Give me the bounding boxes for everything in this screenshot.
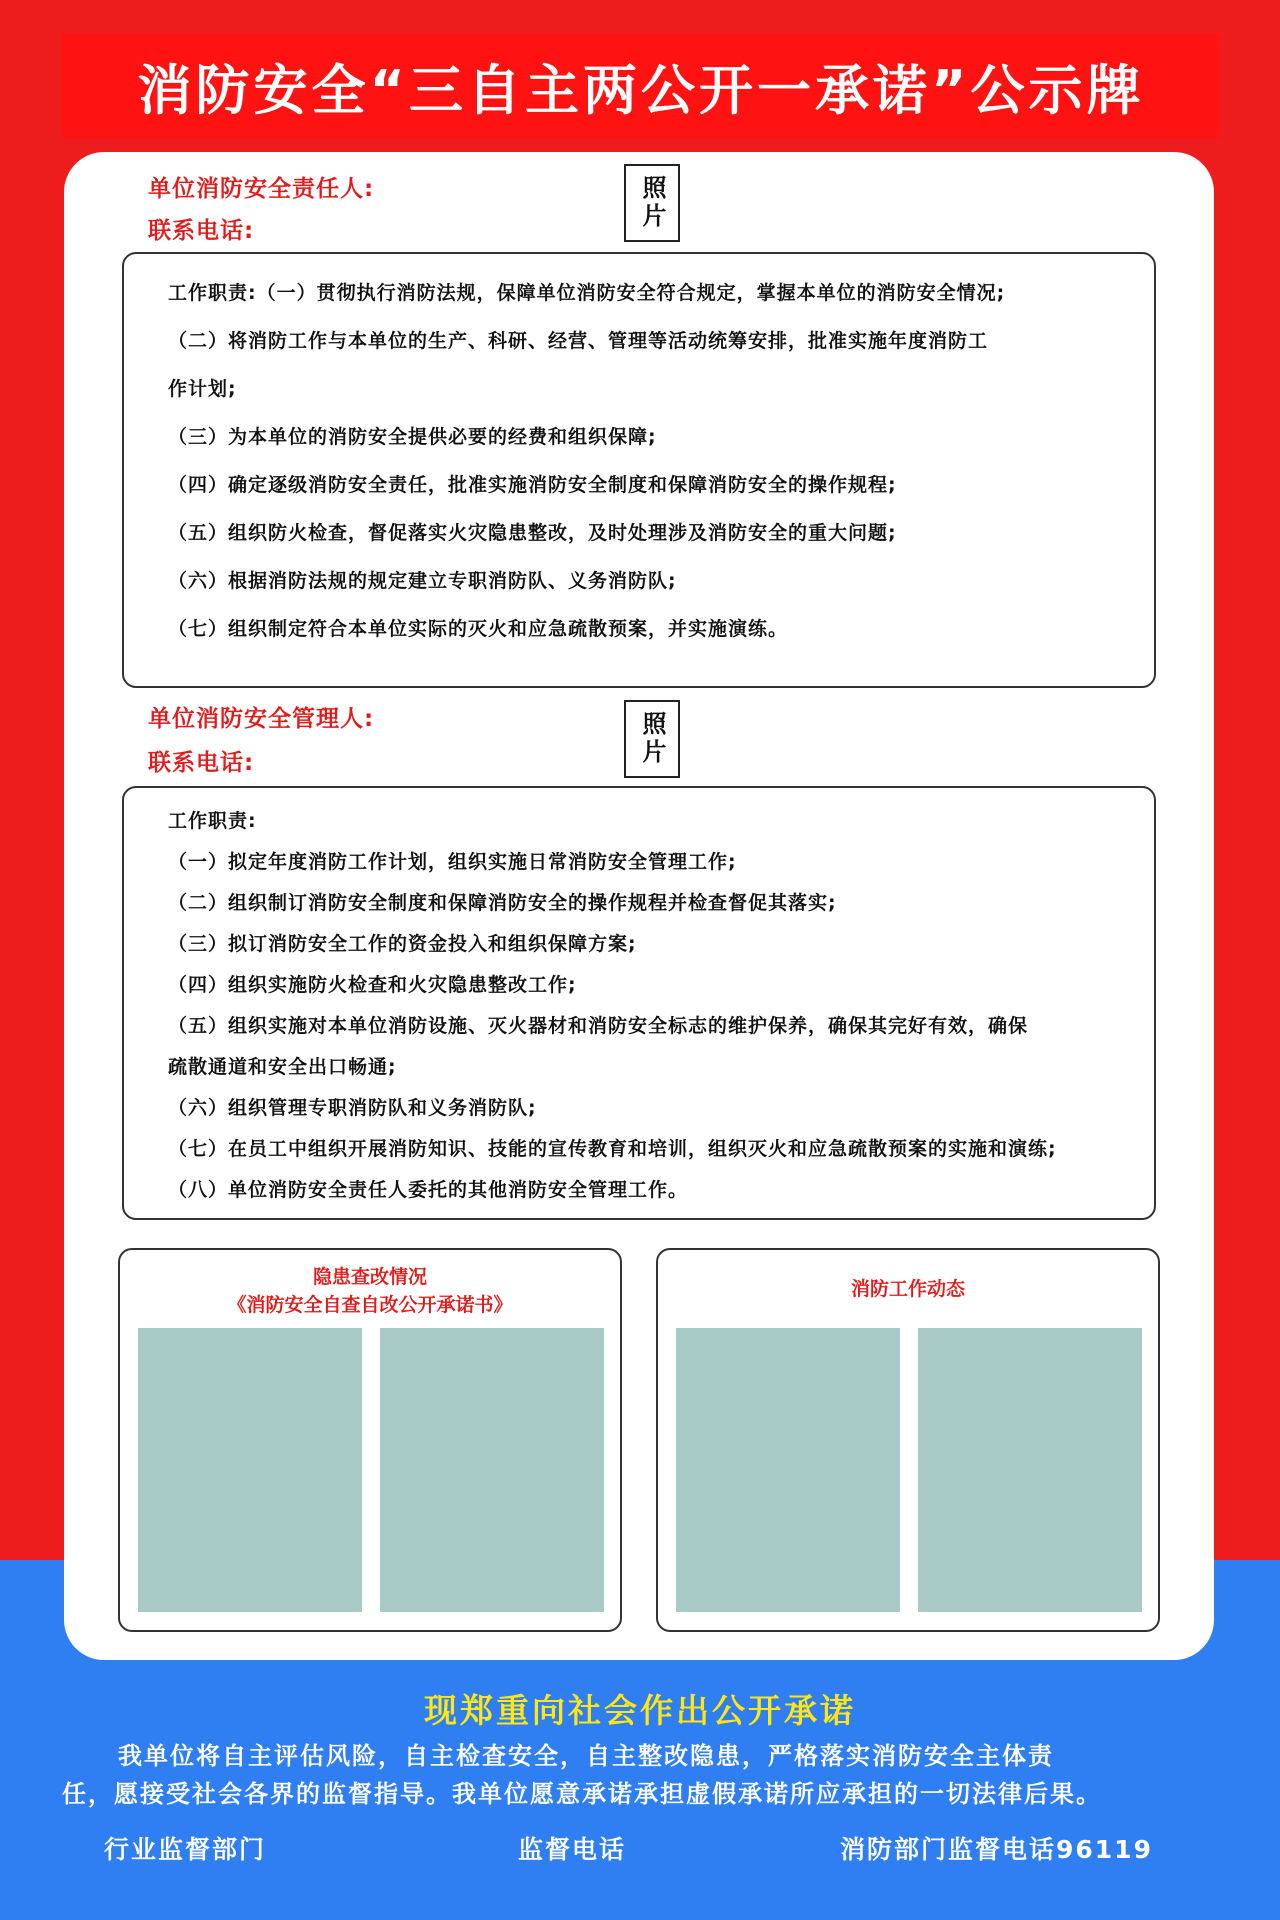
promise-title: 现郑重向社会作出公开承诺 [424, 1691, 856, 1730]
promise-text-line: 我单位将自主评估风险，自主检查安全，自主整改隐患，严格落实消防安全主体责 [118, 1742, 1054, 1770]
duty-line: （二）组织制订消防安全制度和保障消防安全的操作规程并检查督促其落实; [168, 892, 837, 914]
manager-phone-label: 联系电话: [148, 750, 255, 776]
responsible-photo-placeholder: 照片 [624, 164, 680, 242]
duty-line: （三）为本单位的消防安全提供必要的经费和组织保障; [168, 426, 657, 448]
duty-line: 疏散通道和安全出口畅通; [168, 1056, 397, 1078]
responsible-duties-box [122, 252, 1156, 688]
main-panel [64, 152, 1214, 1660]
manager-person-label: 单位消防安全管理人: [148, 706, 375, 732]
dynamics-section-title: 消防工作动态 [850, 1278, 965, 1300]
duty-line: 工作职责:（一）贯彻执行消防法规，保障单位消防安全符合规定，掌握本单位的消防安全情况; [168, 282, 1006, 304]
supervision-phone-label: 监督电话 [518, 1835, 627, 1864]
duty-line: （五）组织防火检查，督促落实火灾隐患整改，及时处理涉及消防安全的重大问题; [168, 522, 897, 544]
title-banner [62, 34, 1220, 138]
hazard-section-title: 隐患查改情况 [312, 1266, 427, 1288]
fire-dept-phone-label: 消防部门监督电话96119 [840, 1835, 1153, 1864]
responsible-phone-label: 联系电话: [148, 218, 255, 244]
hazard-section-box [118, 1248, 622, 1632]
industry-dept-label: 行业监督部门 [104, 1835, 267, 1864]
duty-line: （六）组织管理专职消防队和义务消防队; [168, 1097, 537, 1119]
photo-slot [676, 1328, 900, 1612]
promise-text-line: 任，愿接受社会各界的监督指导。我单位愿意承诺承担虚假承诺所应承担的一切法律后果。 [62, 1780, 1102, 1808]
photo-slot [918, 1328, 1142, 1612]
duty-line: （四）确定逐级消防安全责任，批准实施消防安全制度和保障消防安全的操作规程; [168, 474, 897, 496]
hazard-section-subtitle: 《消防安全自查自改公开承诺书》 [227, 1294, 513, 1316]
duty-line: （二）将消防工作与本单位的生产、科研、经营、管理等活动统筹安排，批准实施年度消防工 [168, 330, 989, 352]
duty-line: 工作职责: [168, 810, 257, 832]
duty-line: （七）组织制定符合本单位实际的灭火和应急疏散预案，并实施演练。 [168, 618, 789, 640]
duty-line: （五）组织实施对本单位消防设施、灭火器材和消防安全标志的维护保养，确保其完好有效，确保 [168, 1015, 1029, 1037]
dynamics-section-box [656, 1248, 1160, 1632]
duty-line: （一）拟定年度消防工作计划，组织实施日常消防安全管理工作; [168, 851, 737, 873]
duty-line: （七）在员工中组织开展消防知识、技能的宣传教育和培训，组织灭火和应急疏散预案的实施和演练; [168, 1138, 1057, 1160]
duty-line: 作计划; [168, 378, 237, 400]
page-title: 消防安全“三自主两公开一承诺”公示牌 [137, 58, 1145, 122]
duty-line: （八）单位消防安全责任人委托的其他消防安全管理工作。 [168, 1179, 689, 1201]
duty-line: （六）根据消防法规的规定建立专职消防队、义务消防队; [168, 570, 677, 592]
responsible-person-label: 单位消防安全责任人: [148, 176, 375, 202]
manager-photo-placeholder: 照片 [624, 700, 680, 778]
duty-line: （三）拟订消防安全工作的资金投入和组织保障方案; [168, 933, 637, 955]
photo-slot [380, 1328, 604, 1612]
manager-duties-box [122, 786, 1156, 1220]
duty-line: （四）组织实施防火检查和火灾隐患整改工作; [168, 974, 577, 996]
photo-slot [138, 1328, 362, 1612]
